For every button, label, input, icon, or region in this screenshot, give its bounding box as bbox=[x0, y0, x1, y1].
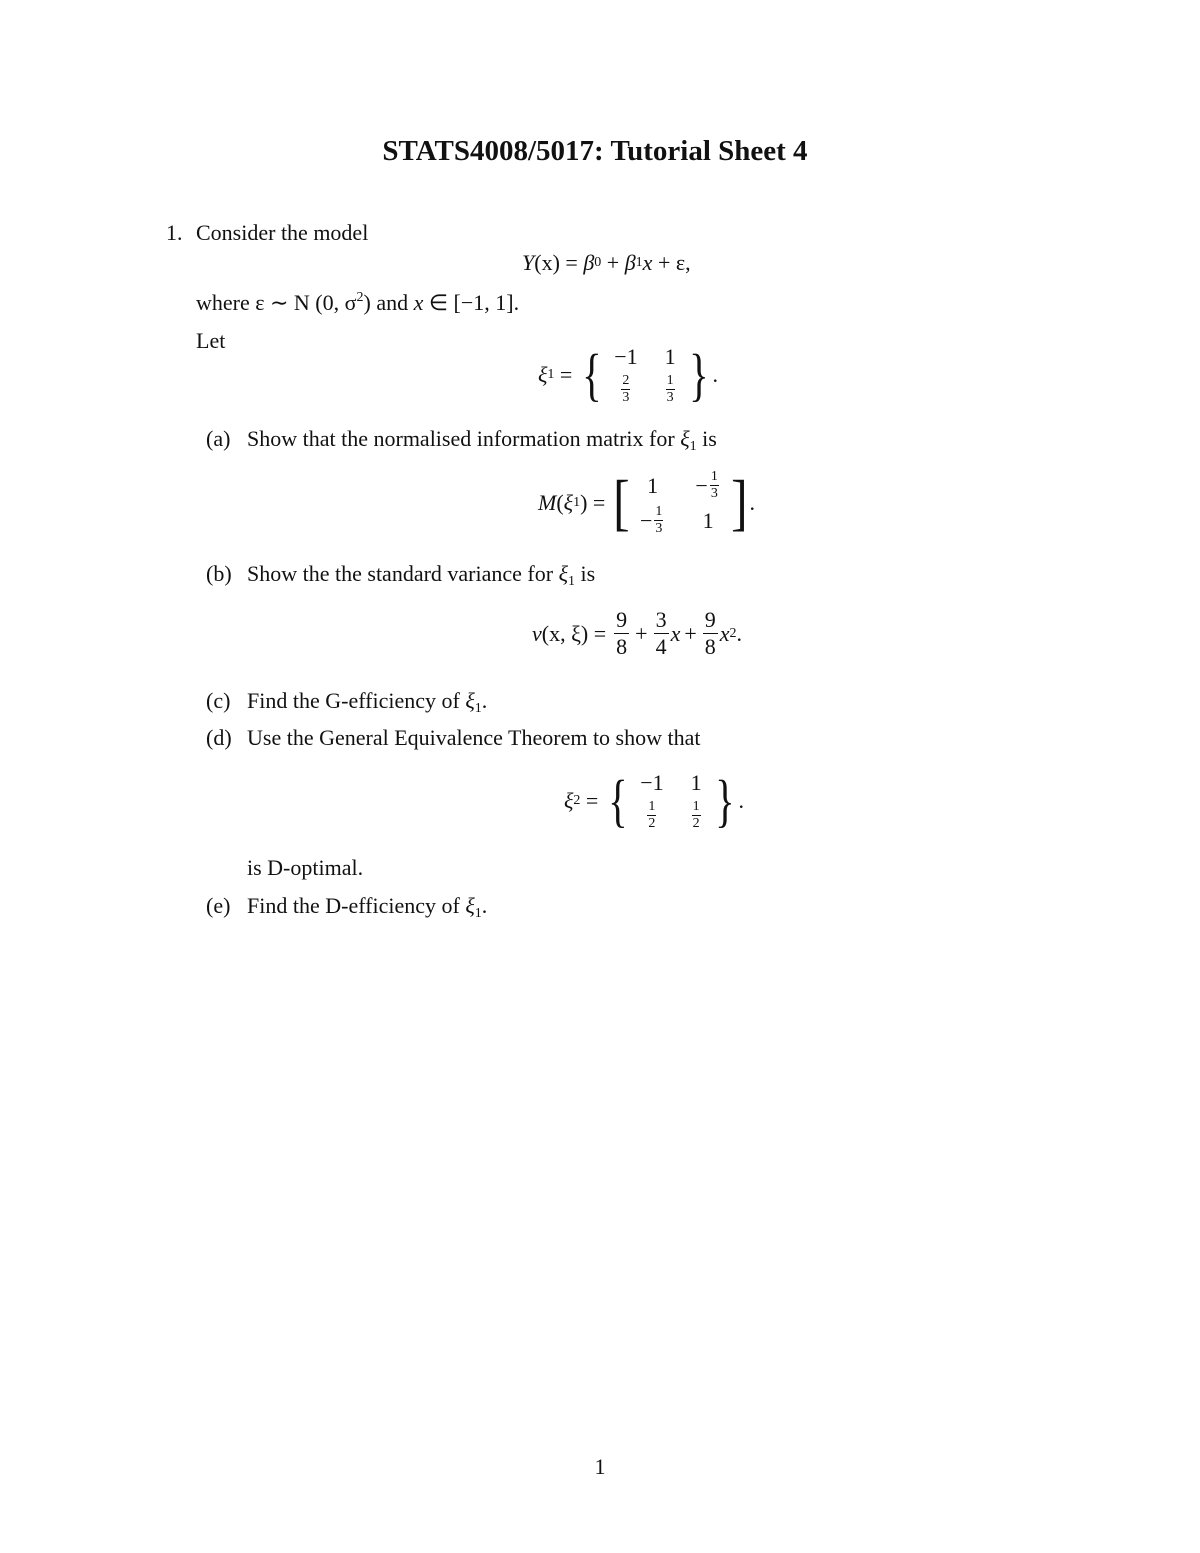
info-matrix-equation bbox=[538, 470, 755, 536]
fraction bbox=[654, 505, 663, 536]
frac-num: 1 bbox=[655, 504, 663, 519]
var-x: x bbox=[670, 620, 681, 646]
where-clause bbox=[196, 290, 519, 316]
part-a-label: (a) bbox=[206, 426, 231, 451]
matrix-entry: 1 bbox=[702, 507, 714, 533]
close-paren-eq: ) = bbox=[580, 490, 606, 515]
part-b-tail: is bbox=[574, 561, 596, 586]
frac-den: 3 bbox=[655, 521, 663, 536]
left-brace: { bbox=[582, 341, 603, 407]
part-c-body: Find the G-efficiency of bbox=[247, 688, 466, 713]
where-post: ∈ [−1, 1]. bbox=[423, 290, 520, 315]
info-matrix bbox=[640, 470, 721, 536]
weight-num: 2 bbox=[622, 373, 630, 388]
xi2-sub: 2 bbox=[573, 792, 581, 808]
design-weight bbox=[621, 374, 630, 405]
plus-sign: + bbox=[635, 620, 648, 646]
period: . bbox=[736, 620, 743, 646]
xi-symbol: ξ bbox=[558, 561, 568, 586]
question-number: 1. bbox=[166, 220, 183, 245]
model-arg: (x) = bbox=[534, 250, 584, 275]
part-a-text bbox=[247, 426, 717, 455]
open-paren: ( bbox=[556, 490, 564, 515]
matrix-entry bbox=[695, 470, 720, 501]
xi1-symbol: ξ bbox=[538, 361, 548, 387]
xi-symbol: ξ bbox=[465, 688, 475, 713]
xi-symbol: ξ bbox=[680, 426, 690, 451]
frac-num: 3 bbox=[655, 607, 667, 632]
weight-den: 2 bbox=[692, 816, 700, 831]
part-e-text bbox=[247, 893, 487, 922]
xi-sub: 1 bbox=[474, 701, 482, 716]
frac-den: 8 bbox=[704, 634, 716, 659]
xi1-design bbox=[538, 341, 718, 407]
weight-num: 1 bbox=[692, 799, 700, 814]
fraction bbox=[654, 609, 669, 658]
minus-sign: − bbox=[695, 472, 708, 498]
where-pre: where ε ∼ N (0, σ bbox=[196, 290, 357, 315]
right-bracket: ] bbox=[730, 469, 748, 537]
matrix-entry bbox=[640, 505, 665, 536]
xi2-matrix bbox=[640, 770, 702, 831]
part-b-text bbox=[247, 561, 595, 590]
part-b-body: Show the the standard variance for bbox=[247, 561, 559, 586]
model-equation bbox=[522, 250, 691, 276]
part-c-tail: . bbox=[481, 688, 488, 713]
part-b-label: (b) bbox=[206, 561, 232, 586]
frac-den: 4 bbox=[655, 634, 667, 659]
xi1-matrix bbox=[614, 344, 676, 405]
minus-sign: − bbox=[639, 507, 653, 533]
left-bracket: [ bbox=[613, 469, 630, 537]
design-weight bbox=[692, 800, 701, 831]
part-e-tail: . bbox=[481, 893, 488, 918]
part-d-label: (d) bbox=[206, 725, 232, 750]
frac-den: 3 bbox=[710, 486, 718, 501]
matrix-entry: 1 bbox=[647, 472, 659, 498]
plus-sign: + bbox=[601, 250, 625, 275]
part-d-after: is D-optimal. bbox=[247, 855, 364, 880]
part-a-tail: is bbox=[696, 426, 717, 451]
matrix-M: M bbox=[538, 490, 557, 515]
frac-num: 1 bbox=[710, 469, 718, 484]
xi-symbol: ξ bbox=[563, 490, 574, 515]
part-e-label: (e) bbox=[206, 893, 231, 918]
xi2-symbol: ξ bbox=[564, 787, 574, 813]
variance-equation bbox=[532, 609, 742, 658]
where-x: x bbox=[413, 290, 424, 315]
equals-sign: = bbox=[580, 787, 599, 813]
design-weight bbox=[666, 374, 675, 405]
model-lhs: Y bbox=[522, 250, 535, 275]
nu-args: (x, ξ) = bbox=[541, 620, 607, 646]
xi2-design bbox=[564, 767, 744, 833]
period: . bbox=[738, 787, 744, 813]
plus-sign: + bbox=[684, 620, 697, 646]
xi-sub: 1 bbox=[689, 439, 697, 454]
model-x: x bbox=[642, 250, 653, 275]
design-point: 1 bbox=[690, 770, 702, 795]
page-number: 1 bbox=[594, 1454, 606, 1479]
x-sup: 2 bbox=[729, 625, 737, 641]
period: . bbox=[712, 361, 718, 387]
left-brace: { bbox=[608, 767, 629, 833]
weight-num: 1 bbox=[648, 799, 656, 814]
question-intro: Consider the model bbox=[196, 220, 369, 245]
beta0-sub: 0 bbox=[594, 255, 602, 270]
weight-den: 2 bbox=[648, 816, 656, 831]
sigma-sup: 2 bbox=[356, 290, 364, 305]
weight-den: 3 bbox=[666, 390, 674, 405]
equals-sign: = bbox=[554, 361, 573, 387]
page-title: STATS4008/5017: Tutorial Sheet 4 bbox=[382, 135, 808, 167]
xi-sub: 1 bbox=[474, 906, 482, 921]
where-mid: ) and bbox=[363, 290, 414, 315]
xi-symbol: ξ bbox=[465, 893, 475, 918]
xi1-sub: 1 bbox=[547, 366, 555, 382]
design-point: 1 bbox=[664, 344, 676, 369]
design-weight bbox=[647, 800, 656, 831]
part-e-body: Find the D-efficiency of bbox=[247, 893, 466, 918]
weight-den: 3 bbox=[622, 390, 630, 405]
beta0: β bbox=[583, 250, 595, 275]
nu-symbol: ν bbox=[532, 620, 542, 646]
let-label: Let bbox=[196, 328, 226, 353]
fraction bbox=[710, 470, 719, 501]
design-point: −1 bbox=[614, 344, 638, 369]
fraction bbox=[614, 609, 629, 658]
period: . bbox=[749, 490, 755, 515]
beta1: β bbox=[624, 250, 636, 275]
right-brace: } bbox=[714, 767, 735, 833]
model-rest: + ε, bbox=[652, 250, 691, 275]
fraction bbox=[703, 609, 718, 658]
design-point: −1 bbox=[640, 770, 664, 795]
right-brace: } bbox=[688, 341, 709, 407]
var-x: x bbox=[719, 620, 730, 646]
frac-num: 9 bbox=[616, 607, 628, 632]
xi-sub: 1 bbox=[573, 495, 581, 510]
frac-den: 8 bbox=[616, 634, 628, 659]
beta1-sub: 1 bbox=[635, 255, 643, 270]
frac-num: 9 bbox=[704, 607, 716, 632]
xi-sub: 1 bbox=[567, 574, 575, 589]
part-c-text bbox=[247, 688, 487, 717]
weight-num: 1 bbox=[666, 373, 674, 388]
part-c-label: (c) bbox=[206, 688, 231, 713]
part-a-body: Show that the normalised information matrix for bbox=[247, 426, 681, 451]
part-d-text: Use the General Equivalence Theorem to show that bbox=[247, 725, 701, 750]
